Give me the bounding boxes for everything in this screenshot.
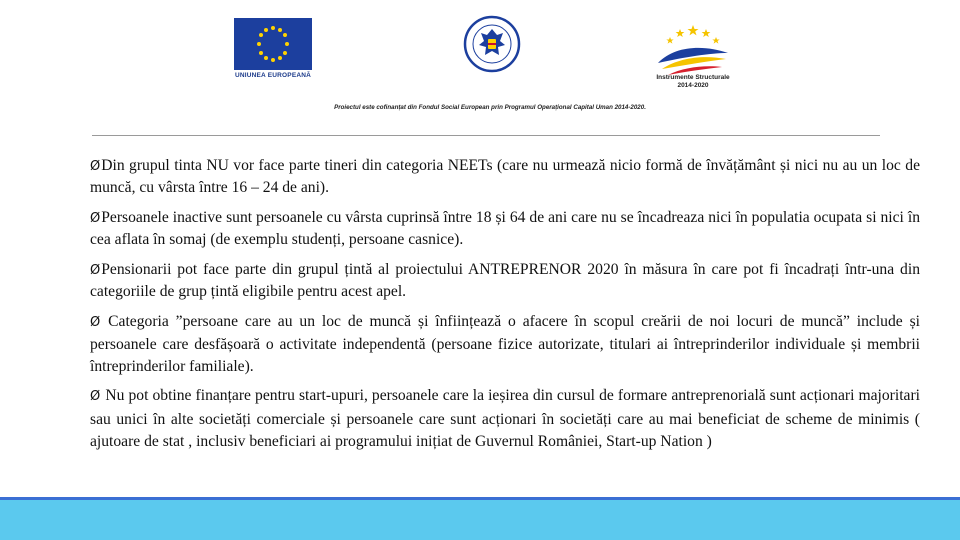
bullet-item [90,155,920,198]
structural-instruments-caption [650,74,736,90]
arrow-bullet-icon: Ø [90,211,101,226]
footer-band [0,500,960,540]
eu-caption: UNIUNEA EUROPEANĂ [234,72,312,79]
eu-flag-icon [234,18,312,70]
bullet-item [90,311,920,378]
bullet-text: Pensionarii pot face parte din grupul țintă al proiectului ANTREPRENOR 2020 în măsura în care pot fi încadrați într-una din categoriile de grup țintă eligibile pentru acest apel. [90,261,920,300]
bullet-text: Nu pot obtine finanțare pentru start-upuri, persoanele care la ieșirea din cursul de formare antreprenorială sunt acționari majoritari sau unici în alte societăți comerciale și persoanele care sunt acționari în societăți care au mai beneficiat de scheme de minimis ( ajutoare de stat , inclusiv beneficiari ai programului inițiat de Guvernul României, Start-up Nation ) [90,387,920,450]
bullet-text: Din grupul tinta NU vor face parte tineri din categoria NEETs (care nu urmează nicio formă de învățământ și nici nu au un loc de muncă, cu vârsta între 16 – 24 de ani). [90,157,920,196]
eu-logo [234,18,312,80]
government-seal-icon [463,15,521,73]
arrow-bullet-icon: Ø [90,389,101,404]
header-divider [92,135,880,136]
arrow-bullet-icon: Ø [90,263,101,278]
logo-header [0,0,960,135]
funding-statement: Proiectul este cofinanțat din Fondul Social European prin Programul Operațional Capital Uman 2014-2020. [334,104,646,111]
structural-instruments-caption-line2: 2014-2020 [677,82,709,89]
bullet-item [90,207,920,250]
bullet-text: Categoria ”persoane care au un loc de muncă și înființează o afacere în scopul creării de noi locuri de muncă” include și persoanele care desfășoară o activitate independentă (persoane fizice autorizate, titulari ai întreprinderilor individuale și membrii întreprinderilor familiale). [90,313,921,375]
bullet-item [90,385,920,454]
arrow-bullet-icon: Ø [90,159,101,174]
bullet-list [90,155,920,454]
arrow-bullet-icon: Ø [90,315,101,330]
structural-instruments-caption-line1: Instrumente Structurale [656,74,730,81]
bullet-text: Persoanele inactive sunt persoanele cu vârsta cuprinsă între 18 și 64 de ani care nu se încadreaza nici în populatia ocupata si nici în cea aflata în somaj (de exemplu studenți, persoane casnice). [90,209,920,248]
bullet-item [90,259,920,302]
